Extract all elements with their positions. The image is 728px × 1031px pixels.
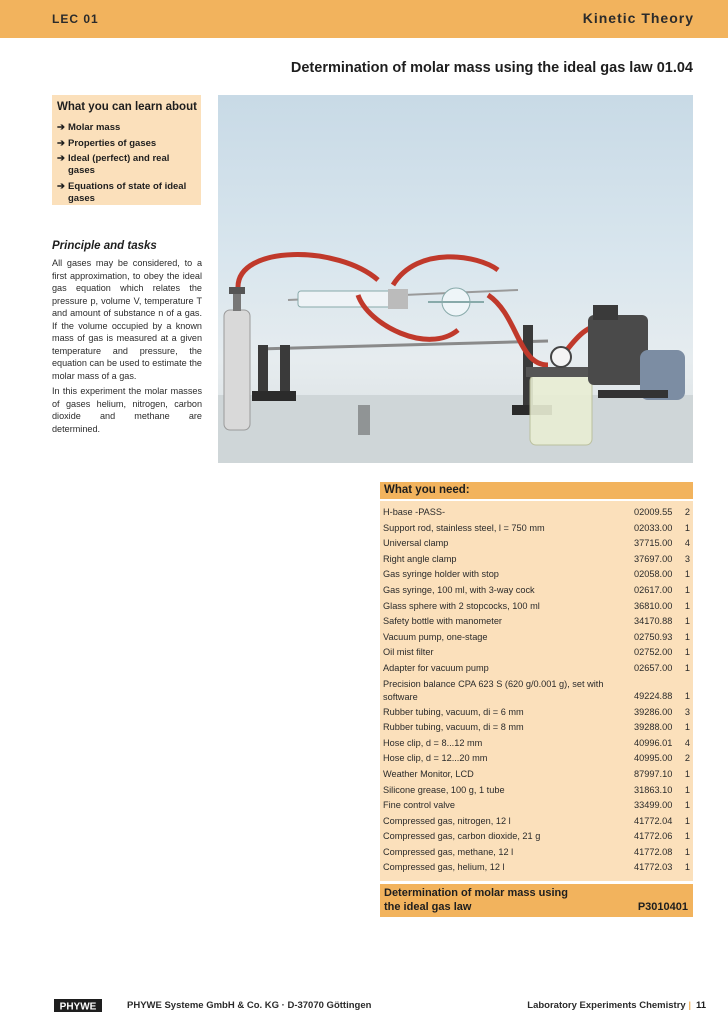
learn-item-label: Equations of state of ideal gases — [68, 180, 187, 204]
equipment-row — [380, 583, 693, 599]
divider-bar: | — [688, 1000, 691, 1011]
learn-item — [57, 138, 197, 150]
learn-item-label: Molar mass — [68, 122, 121, 133]
company-info: PHYWE Systeme GmbH & Co. KG · D-37070 Göttingen — [127, 1000, 372, 1011]
equipment-qty: 1 — [684, 600, 690, 611]
section-title: Kinetic Theory — [582, 10, 694, 26]
experiment-summary-bar — [380, 884, 693, 917]
equipment-code: 36810.00 — [634, 600, 673, 611]
equipment-name: Universal clamp — [383, 538, 449, 549]
equipment-name: Hose clip, d = 8...12 mm — [383, 737, 483, 748]
equipment-qty: 1 — [684, 768, 690, 779]
equipment-name: Compressed gas, helium, 12 l — [383, 862, 505, 873]
equipment-row — [380, 705, 693, 721]
equipment-row — [380, 677, 693, 705]
header-bar — [0, 0, 728, 38]
principle-paragraph: All gases may be considered, to a first approximation, to obey the ideal gas equation which relates the pressure p, volume V, temperature T and amount of substance n of a gas. If the volume occupied by a known mass of gas is measured at a given temperature and pressure, the equation can be used to estimate the molar mass of a gas. — [52, 258, 202, 381]
experiment-code: P3010401 — [637, 901, 688, 914]
equipment-name: Compressed gas, carbon dioxide, 21 g — [383, 831, 541, 842]
equipment-name: Rubber tubing, vacuum, di = 8 mm — [383, 722, 524, 733]
equipment-qty: 1 — [684, 846, 690, 857]
equipment-code: 87997.10 — [634, 768, 673, 779]
lab-label-text: Laboratory Experiments Chemistry — [527, 1000, 686, 1011]
equipment-qty: 1 — [684, 569, 690, 580]
equipment-code: 34170.88 — [634, 616, 673, 627]
arrow-icon: ➔ — [57, 137, 65, 149]
learn-item — [57, 181, 197, 205]
equipment-code: 40995.00 — [634, 753, 673, 764]
equipment-code: 41772.03 — [634, 862, 673, 873]
equipment-row — [380, 661, 693, 677]
principle-section — [52, 240, 202, 438]
equipment-name: H-base -PASS- — [383, 507, 446, 517]
equipment-qty: 1 — [684, 662, 690, 673]
equipment-qty: 3 — [684, 706, 690, 717]
equipment-code: 31863.10 — [634, 784, 673, 795]
equipment-name: Compressed gas, methane, 12 l — [383, 846, 514, 857]
learn-heading: What you can learn about — [57, 101, 197, 113]
equipment-name: Precision balance CPA 623 S (620 g/0.001 g), set with software — [383, 678, 604, 702]
equipment-code: 40996.01 — [634, 737, 673, 748]
equipment-qty: 1 — [684, 631, 690, 642]
equipment-qty: 1 — [684, 522, 690, 533]
equipment-qty: 3 — [684, 553, 690, 564]
equipment-qty: 1 — [684, 584, 690, 595]
equipment-name: Weather Monitor, LCD — [383, 768, 474, 779]
learn-item — [57, 153, 197, 177]
page-number: 11 — [695, 1000, 706, 1011]
equipment-name: Gas syringe holder with stop — [383, 569, 499, 580]
page-footer — [0, 1000, 728, 1016]
equipment-row — [380, 814, 693, 830]
equipment-qty: 2 — [684, 753, 690, 764]
equipment-row — [380, 845, 693, 861]
equipment-qty: 1 — [684, 862, 690, 873]
equipment-qty: 1 — [684, 616, 690, 627]
equipment-row — [380, 767, 693, 783]
equipment-qty: 1 — [684, 831, 690, 842]
equipment-name: Gas syringe, 100 ml, with 3-way cock — [383, 584, 535, 595]
equipment-name: Hose clip, d = 12...20 mm — [383, 753, 488, 764]
equipment-name: Compressed gas, nitrogen, 12 l — [383, 815, 511, 826]
equipment-code: 02058.00 — [634, 569, 673, 580]
equipment-qty: 1 — [684, 784, 690, 795]
equipment-code: 41772.08 — [634, 846, 673, 857]
equipment-code: 41772.06 — [634, 831, 673, 842]
apparatus-illustration — [218, 95, 693, 463]
equipment-code: 02750.93 — [634, 631, 673, 642]
equipment-qty: 1 — [684, 690, 690, 701]
arrow-icon: ➔ — [57, 180, 65, 192]
phywe-logo — [54, 999, 102, 1012]
equipment-row — [380, 798, 693, 814]
equipment-list — [380, 501, 693, 881]
equipment-row — [380, 736, 693, 752]
equipment-row — [380, 536, 693, 552]
equipment-qty: 1 — [684, 647, 690, 658]
logo-text: PHYWE — [59, 1001, 97, 1012]
learn-item-label: Properties of gases — [68, 137, 157, 149]
equipment-code: 02033.00 — [634, 522, 673, 533]
principle-heading: Principle and tasks — [52, 240, 157, 252]
lec-label: LEC 01 — [52, 12, 99, 26]
equipment-name: Rubber tubing, vacuum, di = 6 mm — [383, 706, 524, 717]
equipment-row — [380, 783, 693, 799]
what-you-need-box — [380, 482, 693, 917]
learn-item — [57, 122, 197, 134]
equipment-code: 37697.00 — [634, 553, 673, 564]
equipment-code: 37715.00 — [634, 538, 673, 549]
equipment-row — [380, 614, 693, 630]
principle-paragraph: In this experiment the molar masses of gases helium, nitrogen, carbon dioxide and methane are determined. — [52, 386, 202, 434]
equipment-row — [380, 521, 693, 537]
equipment-row — [380, 552, 693, 568]
equipment-row — [380, 829, 693, 845]
learn-item-label: Ideal (perfect) and real gases — [68, 153, 170, 176]
equipment-qty: 1 — [684, 815, 690, 826]
equipment-row — [380, 645, 693, 661]
equipment-code: 02657.00 — [634, 662, 673, 673]
equipment-name: Oil mist filter — [383, 647, 434, 658]
equipment-row — [380, 860, 693, 876]
equipment-qty: 4 — [684, 538, 690, 549]
need-heading: What you need: — [380, 482, 693, 499]
equipment-row — [380, 599, 693, 615]
equipment-name: Fine control valve — [383, 800, 456, 811]
equipment-name: Support rod, stainless steel, l = 750 mm — [383, 522, 545, 533]
equipment-row — [380, 751, 693, 767]
equipment-code: 02009.55 — [634, 507, 673, 517]
experiment-title: Determination of molar mass using the ideal gas law — [384, 887, 568, 913]
equipment-name: Glass sphere with 2 stopcocks, 100 ml — [383, 600, 540, 611]
equipment-row — [380, 720, 693, 736]
equipment-qty: 2 — [684, 507, 690, 517]
equipment-name: Silicone grease, 100 g, 1 tube — [383, 784, 505, 795]
equipment-code: 33499.00 — [634, 800, 673, 811]
equipment-name: Vacuum pump, one-stage — [383, 631, 488, 642]
equipment-row — [380, 567, 693, 583]
arrow-icon: ➔ — [57, 153, 65, 164]
equipment-code: 41772.04 — [634, 815, 673, 826]
lab-label — [527, 1000, 691, 1011]
equipment-code: 39286.00 — [634, 706, 673, 717]
equipment-name: Adapter for vacuum pump — [383, 662, 489, 673]
equipment-row — [380, 505, 693, 521]
learn-list — [57, 122, 197, 208]
equipment-code: 02617.00 — [634, 584, 673, 595]
apparatus-photo — [218, 95, 693, 463]
equipment-row — [380, 630, 693, 646]
equipment-qty: 1 — [684, 800, 690, 811]
arrow-icon: ➔ — [57, 122, 65, 133]
equipment-qty: 4 — [684, 737, 690, 748]
page-title: Determination of molar mass using the ideal gas law 01.04 — [290, 60, 693, 76]
equipment-code: 39288.00 — [634, 722, 673, 733]
equipment-name: Safety bottle with manometer — [383, 616, 502, 627]
equipment-qty: 1 — [684, 722, 690, 733]
learn-box — [52, 95, 201, 205]
equipment-code: 49224.88 — [634, 690, 673, 701]
equipment-code: 02752.00 — [634, 647, 673, 658]
equipment-name: Right angle clamp — [383, 553, 457, 564]
